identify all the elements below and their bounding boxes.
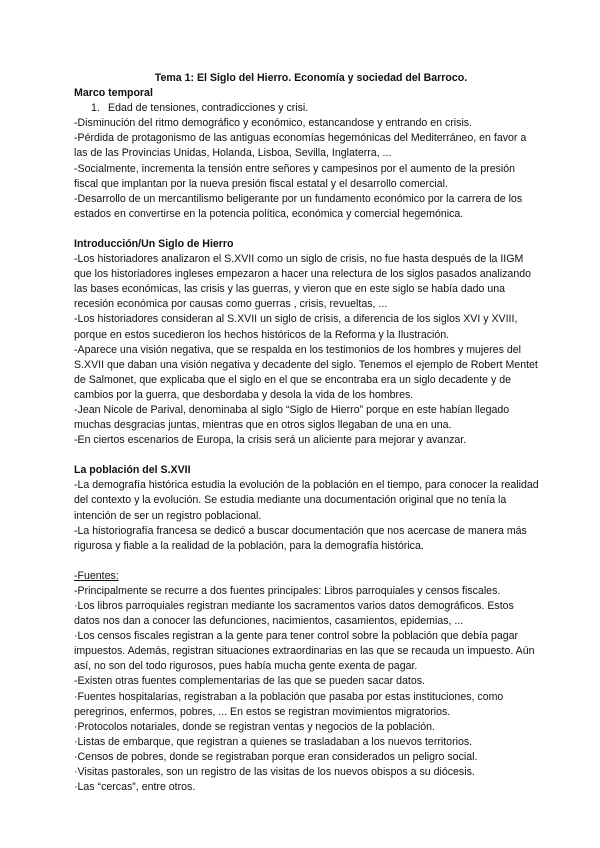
document-title: Tema 1: El Siglo del Hierro. Economía y sociedad del Barroco.	[154, 72, 468, 84]
subsection-heading: -Fuentes:	[74, 569, 119, 582]
paragraph: -Jean Nicole de Parival, denominaba al siglo “Siglo de Hierro” porque en este habían llegado muchas desgracias juntas, mientras que en otros siglos llegaban de una en una.	[74, 403, 510, 432]
section-heading: Marco temporal	[74, 87, 153, 100]
paragraph: -Aparece una visión negativa, que se respalda en los testimonios de los hombres y mujeres del S.XVII que daban una visión negativa y decadente del siglo. Tenemos el ejemplo de Robert Mentet de Salmonet, que explicaba que el siglo en el que se encontraba era un siglo decadente y de cambios por la guerra, que desbordaba y desola la vida de los hombres.	[74, 343, 538, 401]
list-item-text: Edad de tensiones, contradicciones y crisi.	[108, 102, 309, 115]
paragraph: ·Los libros parroquiales registran mediante los sacramentos varios datos demográficos. Estos datos nos dan a conocer las defunciones, nacimientos, casamientos, epidemias, ...	[74, 600, 514, 628]
paragraph: -Pérdida de protagonismo de las antiguas economías hegemónicas del Mediterráneo, en favor a las de las Provincias Unidas, Holanda, Lisboa, Sevilla, Inglaterra, ...	[74, 132, 527, 160]
section-introduccion	[74, 237, 540, 448]
paragraph: ·Visitas pastorales, son un registro de las visitas de los nuevos obispos a su diócesis.	[74, 766, 475, 779]
paragraph: -Desarrollo de un mercantilismo beligerante por un fundamento económico por la carrera de los estados en convertirse en la potencia política, económica y comercial hegemónica.	[74, 192, 523, 220]
paragraph: -En ciertos escenarios de Europa, la crisis será un aliciente para mejorar y avanzar.	[74, 434, 467, 447]
paragraph: -La historiografía francesa se dedicó a buscar documentación que nos acercase de manera más rigurosa y fiable a la realidad de la población, para la demografía histórica.	[74, 524, 527, 552]
paragraph: ·Las “cercas”, entre otros.	[74, 781, 196, 794]
list-number: 1.	[91, 102, 100, 115]
paragraph: ·Protocolos notariales, donde se registran ventas y negocios de la población.	[74, 720, 435, 733]
paragraph: ·Censos de pobres, donde se registraban porque eran considerados un peligro social.	[74, 750, 478, 763]
section-fuentes	[74, 569, 540, 795]
section-heading: La población del S.XVII	[74, 464, 191, 477]
paragraph: -Existen otras fuentes complementarias de las que se pueden sacar datos.	[74, 675, 425, 688]
section-marco-temporal	[74, 86, 540, 222]
paragraph: -La demografía histórica estudia la evolución de la población en el tiempo, para conocer la realidad del contexto y la evolución. Se estudia mediante una documentación original que no tenía la intención de ser un registro poblacional.	[74, 479, 539, 522]
list-item	[74, 101, 540, 116]
paragraph: -Los historiadores consideran al S.XVII un siglo de crisis, a diferencia de los siglos XVI y XVIII, porque en estos sucedieron los hechos históricos de la Reforma y la Ilustración.	[74, 313, 518, 341]
paragraph: -Disminución del ritmo demográfico y económico, estancandose y entrando en crisis.	[74, 117, 473, 130]
paragraph: -Principalmente se recurre a dos fuentes principales: Libros parroquiales y censos fiscales.	[74, 584, 501, 597]
paragraph: -Los historiadores analizaron el S.XVII como un siglo de crisis, no fue hasta después de la IIGM que los historiadores ingleses empezaron a hacer una relectura de los siglos pasados analizando las bases económicas, las crisis y las guerras, y vieron que en este siglo se había dado una recesión económica por causas como guerras , crisis, revueltas, ...	[74, 253, 531, 311]
paragraph: -Socialmente, incrementa la tensión entre señores y campesinos por el aumento de la presión fiscal que implantan por la nueva presión fiscal estatal y el desarrollo comercial.	[74, 162, 516, 190]
paragraph: ·Listas de embarque, que registran a quienes se trasladaban a los nuevos territorios.	[74, 735, 473, 748]
section-poblacion	[74, 463, 540, 554]
paragraph: ·Fuentes hospitalarias, registraban a la población que pasaba por estas instituciones, como peregrinos, enfermos, pobres, ... En estos se registran movimientos migratorios.	[74, 690, 504, 718]
section-heading: Introducción/Un Siglo de Hierro	[74, 237, 234, 250]
paragraph: ·Los censos fiscales registran a la gente para tener control sobre la población que debía pagar impuestos. Además, registran situaciones extraordinarias en las que se recauda un impuesto. Aún así, no son del todo rigurosos, pues había mucha gente exenta de pagar.	[74, 630, 535, 673]
